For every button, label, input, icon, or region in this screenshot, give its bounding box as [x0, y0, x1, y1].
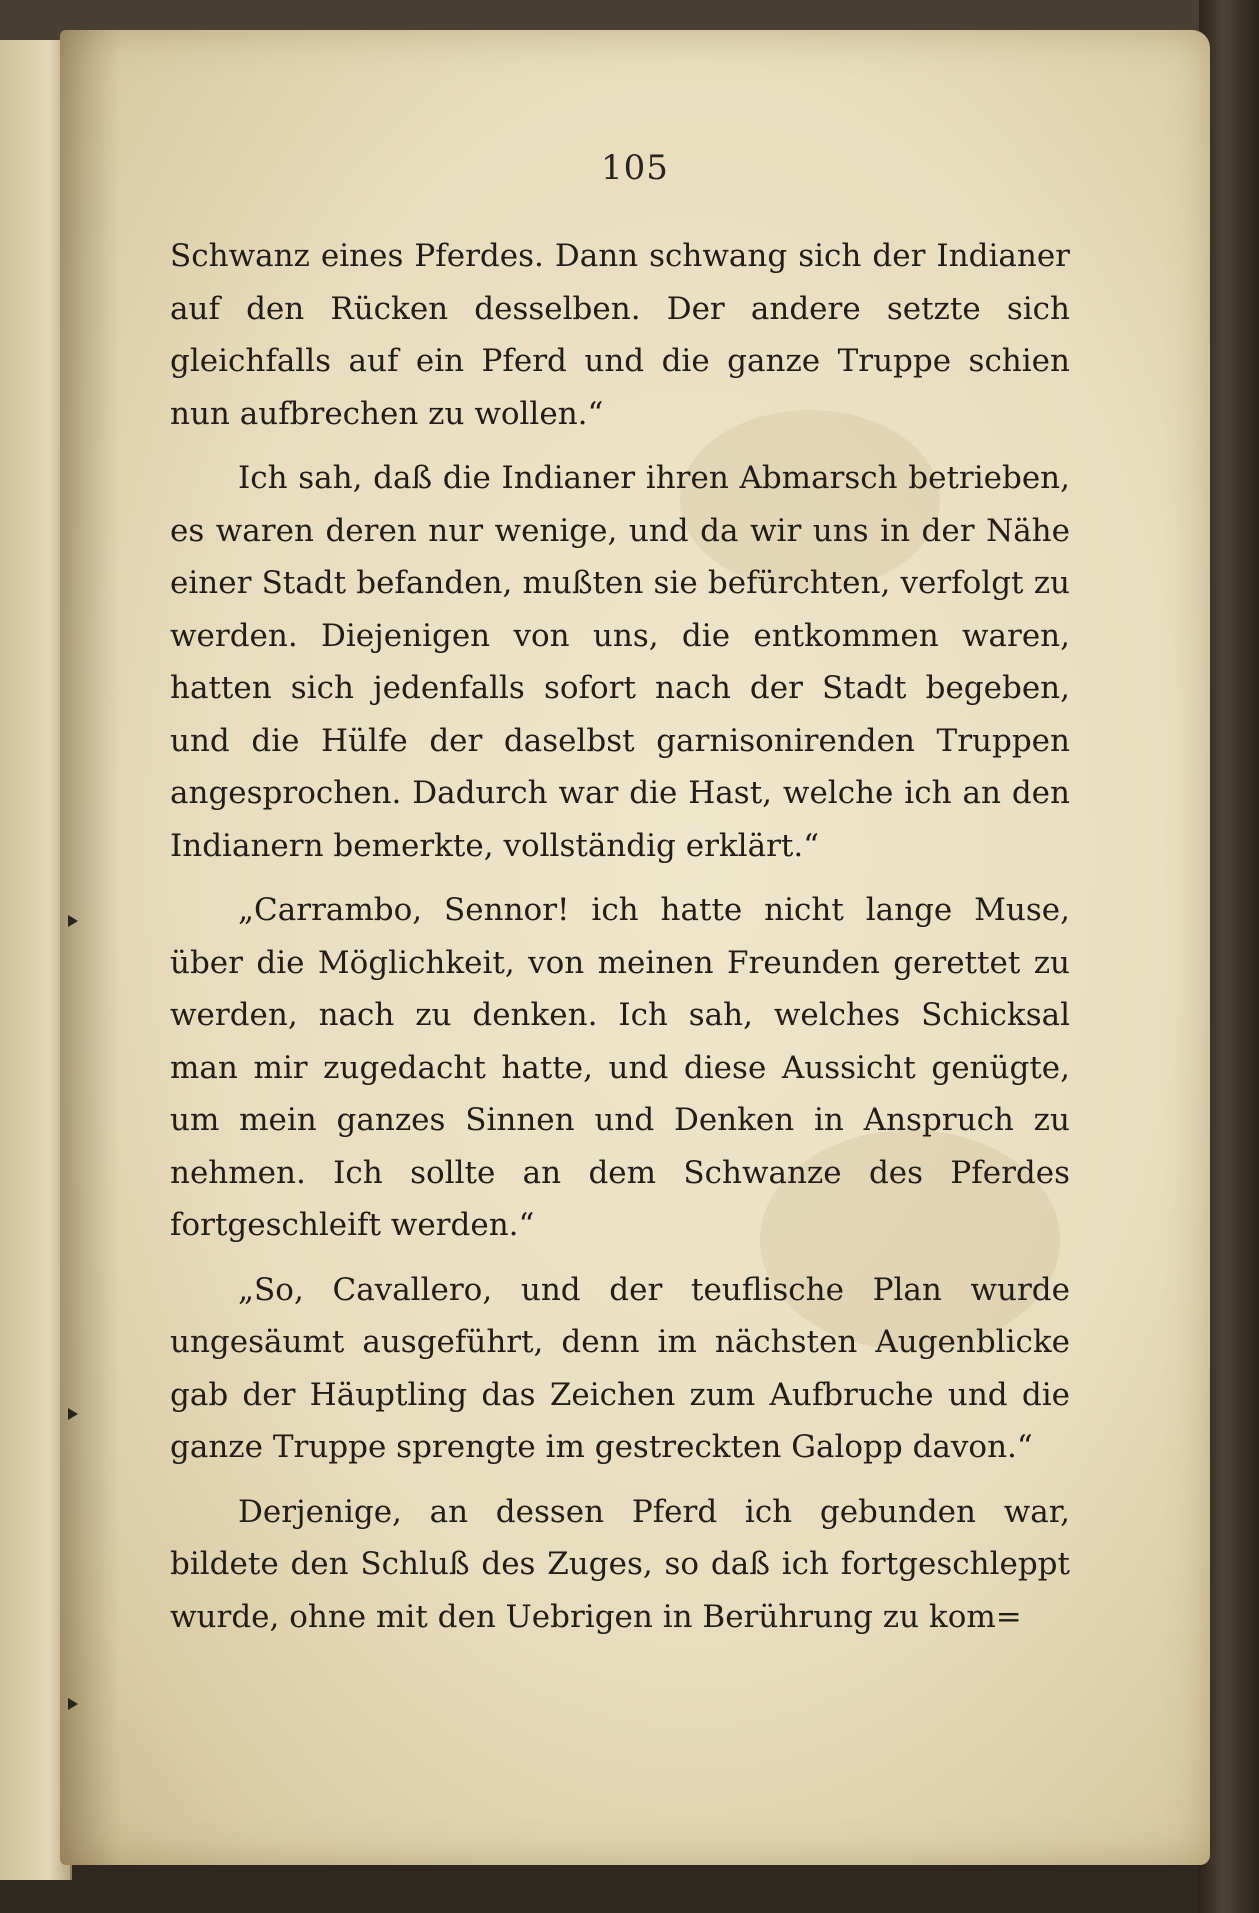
paragraph: „Carrambo, Sennor! ich hatte nicht lange Muse, über die Möglichkeit, von meinen Freunden gerettet zu werden, nach zu denken. Ich sah, welches Schicksal man mir zugedacht hatte, und diese Aussicht genügte, um mein ganzes Sinnen und Denken in Anspruch zu nehmen. Ich sollte an dem Schwanze des Pferdes fortgeschleift werden.“ [170, 892, 1070, 1243]
paragraph: Derjenige, an dessen Pferd ich gebunden war, bildete den Schluß des Zuges, so daß ich fortgeschleppt wurde, ohne mit den Uebrigen in Berührung zu kom= [170, 1493, 1070, 1635]
margin-mark [68, 1698, 78, 1710]
book-page [60, 30, 1210, 1865]
paragraph: „So, Cavallero, und der teuflische Plan wurde ungesäumt ausgeführt, denn im nächsten Augenblicke gab der Häuptling das Zeichen zum Aufbruche und die ganze Truppe sprengte im gestreckten Galopp davon.“ [170, 1271, 1070, 1465]
body-text [170, 230, 1070, 1655]
gutter-shadow [60, 30, 120, 1865]
paragraph: Schwanz eines Pferdes. Dann schwang sich der Indianer auf den Rücken desselben. Der andere setzte sich gleichfalls auf ein Pferd und die ganze Truppe schien nun aufbrechen zu wollen.“ [170, 238, 1070, 432]
margin-mark [68, 1408, 78, 1420]
margin-mark [68, 915, 78, 927]
page-number: 105 [601, 148, 669, 188]
paragraph: Ich sah, daß die Indianer ihren Abmarsch betrieben, es waren deren nur wenige, und da wir uns in der Nähe einer Stadt befanden, mußten sie befürchten, verfolgt zu werden. Diejenigen von uns, die entkommen waren, hatten sich jedenfalls sofort nach der Stadt begeben, und die Hülfe der daselbst garnisonirenden Truppen angesprochen. Dadurch war die Hast, welche ich an den Indianern bemerkte, vollständig erklärt.“ [170, 460, 1070, 864]
